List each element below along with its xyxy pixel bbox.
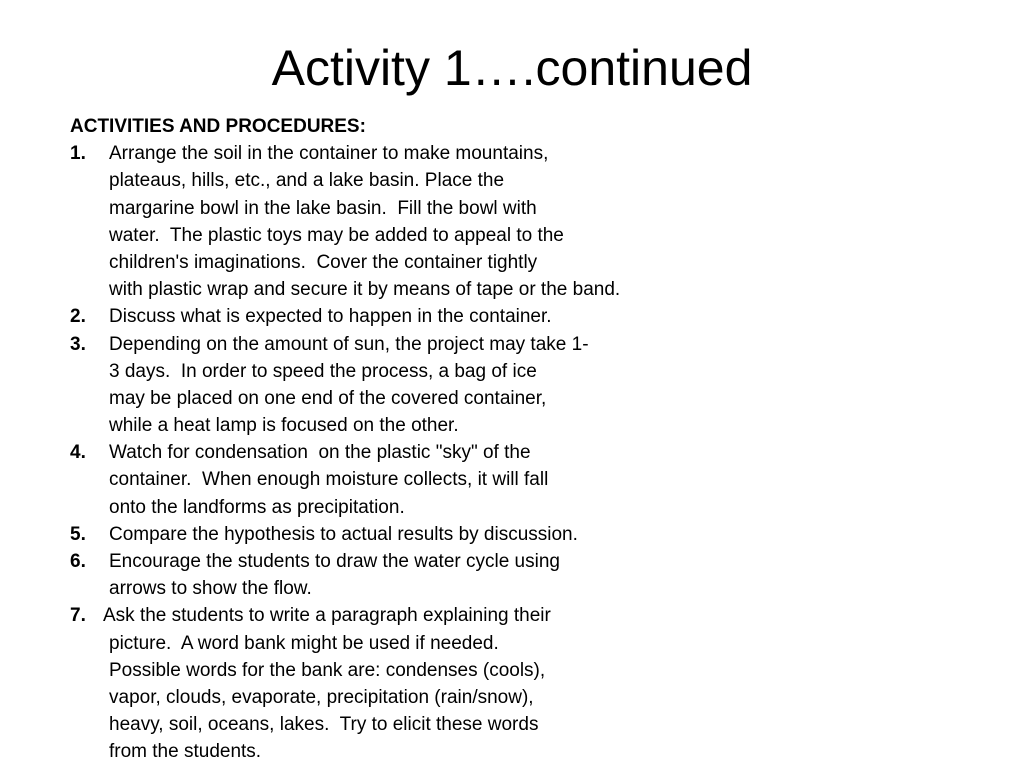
procedures-heading: ACTIVITIES AND PROCEDURES:: [70, 116, 366, 137]
step-line: 3 days. In order to speed the process, a bag of ice: [109, 360, 537, 382]
step-line: from the students.: [109, 741, 262, 763]
step-line: [70, 439, 1010, 466]
step-text: Encourage the students to draw the water cycle using: [109, 551, 560, 572]
step-line: children's imaginations. Cover the container tightly: [109, 251, 538, 273]
step-1: [70, 140, 1010, 303]
step-number: 5.: [70, 523, 86, 545]
step-line: arrows to show the flow.: [109, 578, 312, 600]
step-line: [70, 548, 1010, 575]
step-text: Compare the hypothesis to actual results by discussion.: [109, 523, 578, 545]
procedures-content: [70, 113, 1010, 766]
step-line: Possible words for the bank are: condenses (cools),: [109, 659, 546, 681]
slide-title: Activity 1….continued: [271, 40, 753, 96]
step-line: [70, 602, 1010, 629]
step-number: 7.: [70, 605, 86, 627]
step-line: [70, 331, 1010, 358]
step-line: may be placed on one end of the covered container,: [109, 387, 547, 409]
step-line: with plastic wrap and secure it by means of tape or the band.: [109, 279, 621, 301]
step-line: vapor, clouds, evaporate, precipitation (rain/snow),: [109, 686, 534, 708]
step-number: 2.: [70, 306, 86, 328]
step-3: [70, 331, 1010, 440]
step-7: [70, 602, 1010, 765]
step-text: Ask the students to write a paragraph explaining their: [103, 605, 551, 627]
step-line: onto the landforms as precipitation.: [109, 496, 405, 518]
step-line: container. When enough moisture collects, it will fall: [109, 469, 549, 491]
step-line: plateaus, hills, etc., and a lake basin. Place the: [109, 170, 505, 192]
step-number: 1.: [70, 143, 86, 165]
step-text: Depending on the amount of sun, the project may take 1-: [109, 333, 589, 355]
step-number: 3.: [70, 333, 86, 355]
step-line: [70, 303, 1010, 330]
step-line: water. The plastic toys may be added to appeal to the: [109, 224, 564, 246]
step-2: [70, 303, 1010, 330]
step-line: [70, 140, 1010, 167]
step-line: [70, 521, 1010, 548]
step-6: [70, 548, 1010, 602]
step-line: while a heat lamp is focused on the other.: [109, 415, 459, 437]
step-line: margarine bowl in the lake basin. Fill the bowl with: [109, 197, 537, 219]
step-line: heavy, soil, oceans, lakes. Try to elicit these words: [109, 714, 539, 736]
step-number: 6.: [70, 551, 86, 572]
step-4: [70, 439, 1010, 521]
step-text: Arrange the soil in the container to make mountains,: [109, 143, 549, 165]
step-5: [70, 521, 1010, 548]
step-text: Watch for condensation on the plastic "sky" of the: [109, 442, 531, 464]
step-text: Discuss what is expected to happen in the container.: [109, 306, 552, 328]
step-line: picture. A word bank might be used if needed.: [109, 632, 499, 654]
step-number: 4.: [70, 442, 86, 464]
